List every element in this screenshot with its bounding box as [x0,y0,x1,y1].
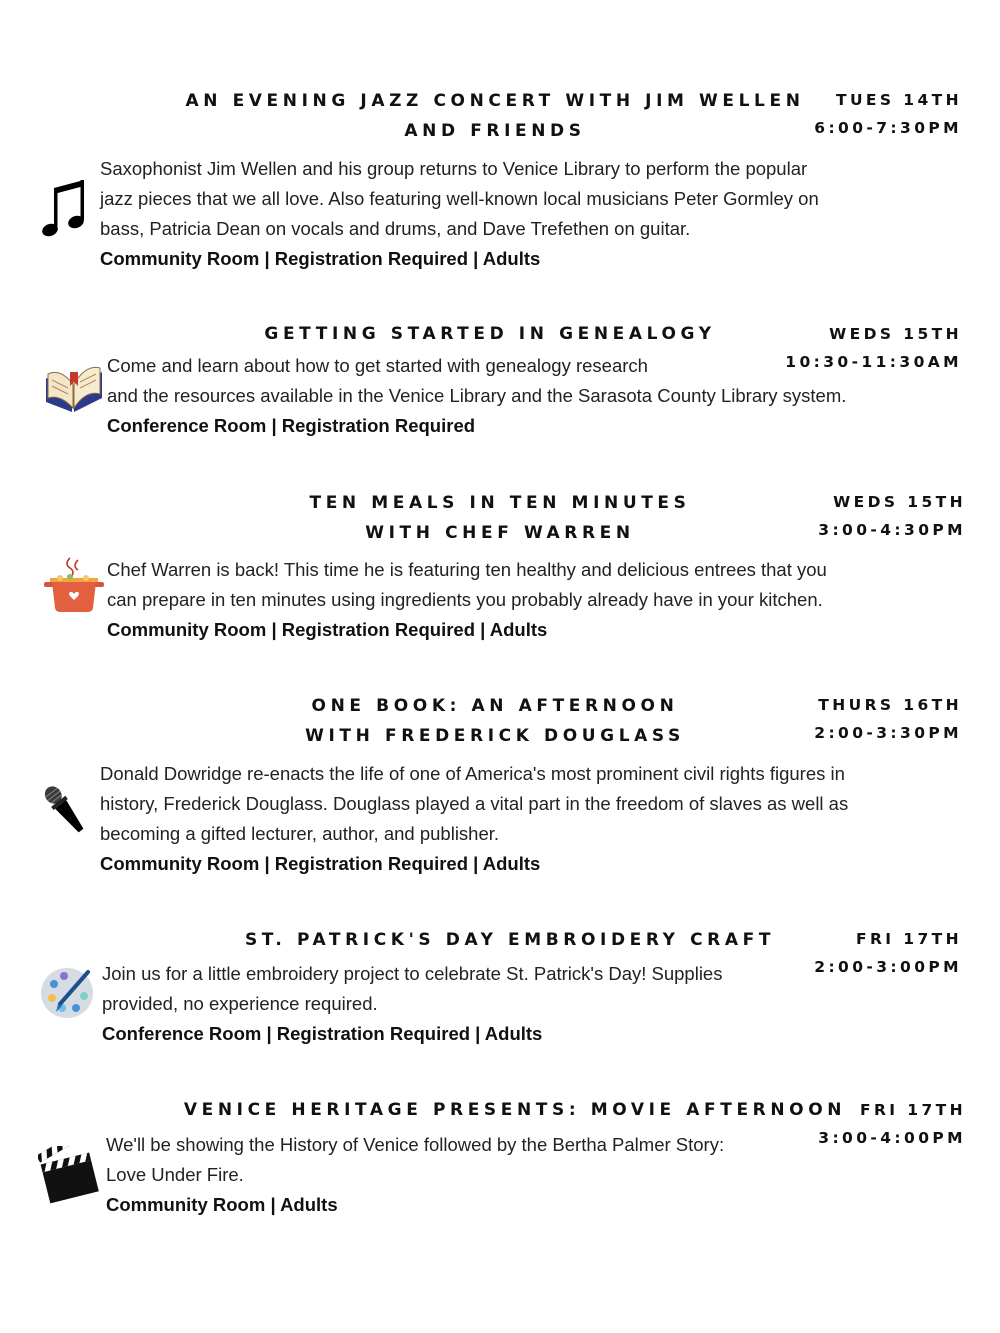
event-time: 3:00-4:00PM [818,1129,966,1147]
event-title-line: VENICE HERITAGE PRESENTS: MOVIE AFTERNOON [183,1100,847,1120]
event-day: WEDS 15TH [833,493,966,511]
event-day: THURS 16TH [818,696,962,714]
description-line: Donald Dowridge re-enacts the life of one of America's most prominent civil rights figures in [100,763,845,784]
event-time: 10:30-11:30AM [785,353,962,371]
paint-palette-icon [40,966,96,1020]
event-location-info: Community Room | Registration Required | Adults [100,853,541,874]
event-title-line: WITH CHEF WARREN [365,523,635,543]
event-title-line: AN EVENING JAZZ CONCERT WITH JIM WELLEN [185,91,805,111]
event-time: 2:00-3:30PM [814,724,962,742]
description-line: Love Under Fire. [106,1164,244,1185]
event-date [818,488,966,544]
description-line: Join us for a little embroidery project to celebrate St. Patrick's Day! Supplies [102,963,723,984]
description-line: becoming a gifted lecturer, author, and publisher. [100,823,500,844]
event-date [814,691,962,747]
event-location-info: Community Room | Registration Required | Adults [100,248,541,269]
description-line: and the resources available in the Venice Library and the Sarasota County Library system. [107,385,847,406]
event-day: TUES 14TH [835,91,962,109]
event-day: FRI 17TH [855,930,962,948]
event-title [180,86,810,146]
event-description [106,1130,724,1190]
description-line: Chef Warren is back! This time he is featuring ten healthy and delicious entrees that you [107,559,827,580]
event-title [200,691,790,751]
event-description [100,154,819,244]
event-description [102,959,722,1019]
event-title [200,925,820,955]
event-time: 3:00-4:30PM [818,521,966,539]
event-description [107,555,827,615]
event-day: WEDS 15TH [829,325,962,343]
event-title [180,1095,850,1125]
event-title-line: GETTING STARTED IN GENEALOGY [264,324,716,344]
description-line: can prepare in ten minutes using ingredients you probably already have in your kitchen. [107,589,823,610]
event-time: 6:00-7:30PM [814,119,962,137]
description-line: history, Frederick Douglass. Douglass played a vital part in the freedom of slaves as well as [100,793,849,814]
event-date [818,1096,966,1152]
event-day: FRI 17TH [859,1101,966,1119]
music-note-icon [42,176,88,240]
event-location-info: Community Room | Adults [106,1194,338,1215]
event-location-info: Conference Room | Registration Required | Adults [102,1023,543,1044]
event-description [100,759,848,849]
event-date [814,925,962,981]
open-book-icon [44,362,104,414]
description-line: provided, no experience required. [102,993,378,1014]
description-line: bass, Patricia Dean on vocals and drums, and Dave Trefethen on guitar. [100,218,691,239]
event-title-line: TEN MEALS IN TEN MINUTES [309,493,691,513]
event-location-info: Community Room | Registration Required | Adults [107,619,548,640]
event-title-line: WITH FREDERICK DOUGLASS [305,726,685,746]
event-date [814,86,962,142]
microphone-icon [40,782,90,838]
description-line: jazz pieces that we all love. Also featuring well-known local musicians Peter Gormley on [100,188,819,209]
event-location-info: Conference Room | Registration Required [107,415,476,436]
event-title-line: ONE BOOK: AN AFTERNOON [311,696,679,716]
cooking-pot-icon [42,556,106,614]
event-title [200,488,800,548]
description-line: Saxophonist Jim Wellen and his group returns to Venice Library to perform the popular [100,158,808,179]
event-title-line: AND FRIENDS [404,121,586,141]
description-line: We'll be showing the History of Venice followed by the Bertha Palmer Story: [106,1134,725,1155]
description-line: Come and learn about how to get started with genealogy research [107,355,648,376]
clapperboard-icon [38,1146,100,1204]
event-time: 2:00-3:00PM [814,958,962,976]
event-title-line: ST. PATRICK'S DAY EMBROIDERY CRAFT [244,930,776,950]
event-title [180,319,800,349]
event-description [107,351,846,411]
